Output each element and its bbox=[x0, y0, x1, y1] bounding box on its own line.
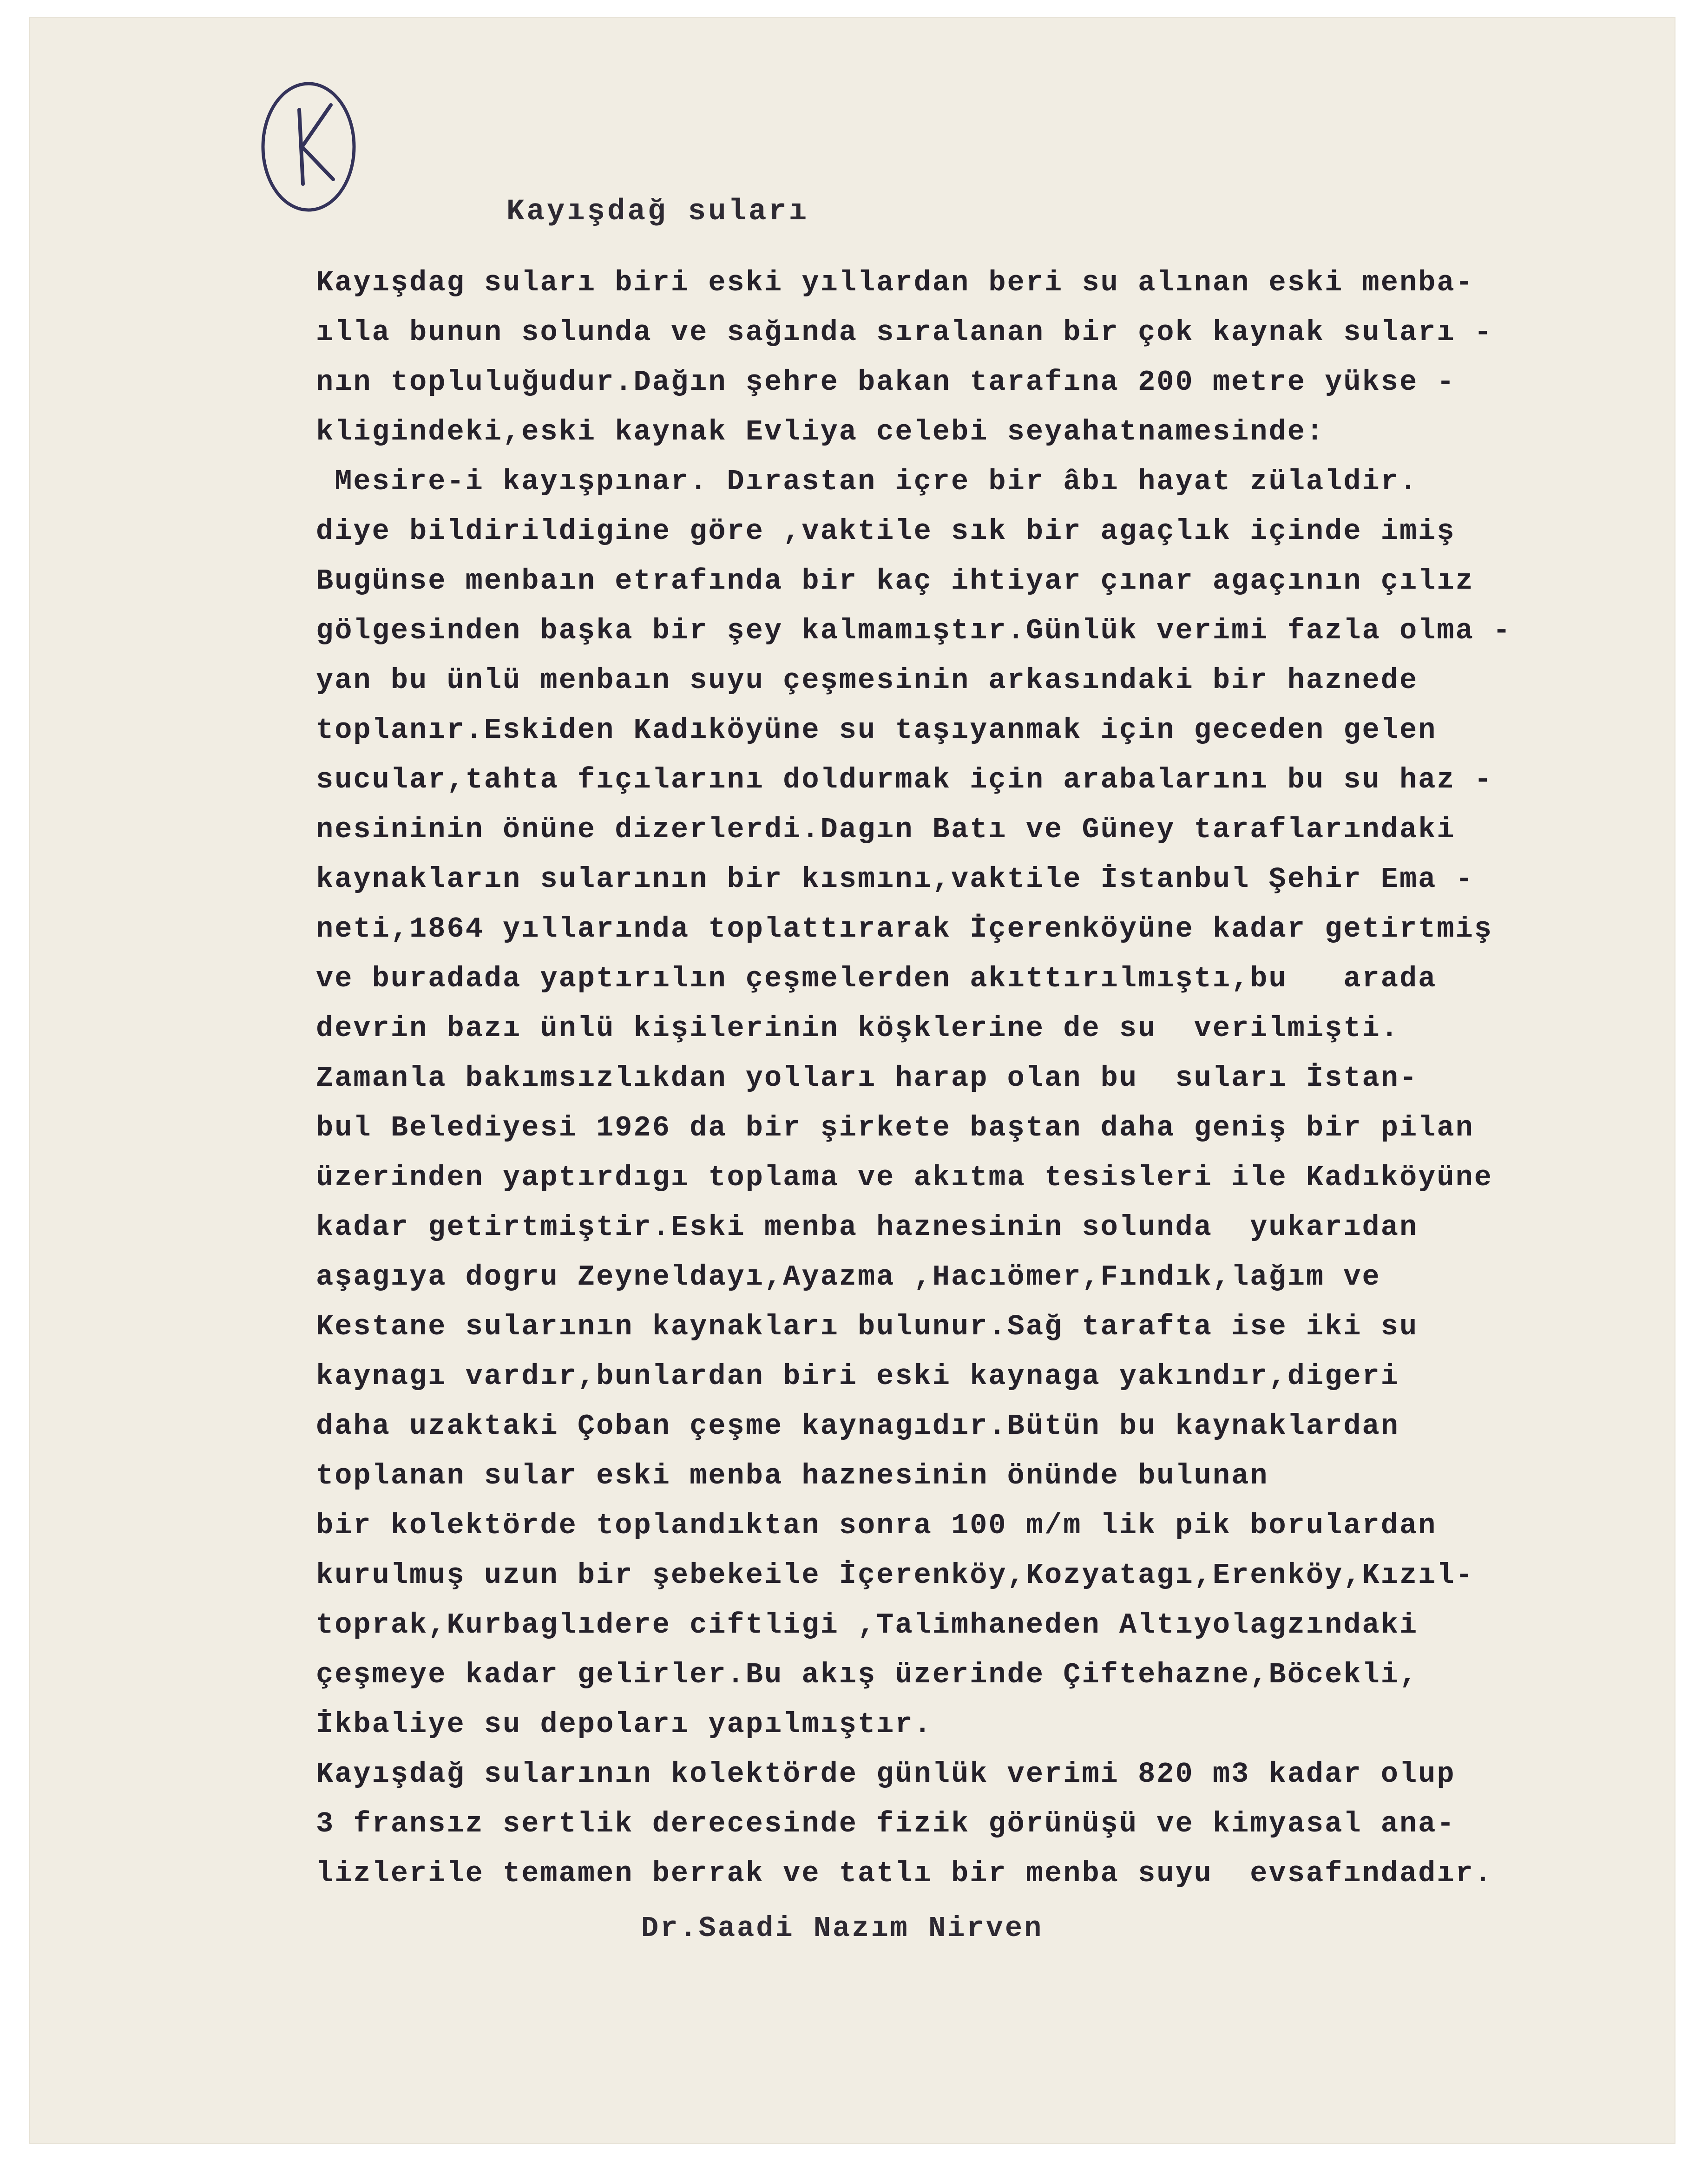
text-line: üzerinden yaptırdıgı toplama ve akıtma tesisleri ile Kadıköyüne bbox=[316, 1161, 1493, 1194]
text-line: ılla bunun solunda ve sağında sıralanan bir çok kaynak suları - bbox=[316, 316, 1493, 349]
text-line: aşagıya dogru Zeyneldayı,Ayazma ,Hacıömer,Fındık,lağım ve bbox=[316, 1260, 1381, 1293]
text-line: sucular,tahta fıçılarını doldurmak için arabalarını bu su haz - bbox=[316, 763, 1493, 796]
text-line: İkbaliye su depoları yapılmıştır. bbox=[316, 1708, 933, 1741]
text-line: kurulmuş uzun bir şebekeile İçerenköy,Kozyatagı,Erenköy,Kızıl- bbox=[316, 1559, 1474, 1592]
author-signature-line: Dr.Saadi Nazım Nirven bbox=[641, 1912, 1044, 1945]
text-line: lizlerile temamen berrak ve tatlı bir menba suyu evsafındadır. bbox=[316, 1857, 1493, 1890]
text-line: Kestane sularının kaynakları bulunur.Sağ tarafta ise iki su bbox=[316, 1310, 1419, 1343]
document-body bbox=[316, 258, 1552, 1898]
circled-letter-k-mark bbox=[256, 77, 363, 217]
text-line: Kayışdağ sularının kolektörde günlük verimi 820 m3 kadar olup bbox=[316, 1758, 1456, 1791]
text-line: yan bu ünlü menbaın suyu çeşmesinin arkasındaki bir haznede bbox=[316, 664, 1419, 697]
text-line: kadar getirtmiştir.Eski menba haznesinin solunda yukarıdan bbox=[316, 1211, 1419, 1244]
text-line: gölgesinden başka bir şey kalmamıştır.Günlük verimi fazla olma - bbox=[316, 614, 1512, 647]
text-line: bir kolektörde toplandıktan sonra 100 m/m lik pik borulardan bbox=[316, 1509, 1437, 1542]
text-line: kaynakların sularının bir kısmını,vaktile İstanbul Şehir Ema - bbox=[316, 863, 1474, 896]
text-line: toplanan sular eski menba haznesinin önünde bulunan bbox=[316, 1459, 1269, 1492]
text-line: nesininin önüne dizerlerdi.Dagın Batı ve Güney taraflarındaki bbox=[316, 813, 1456, 846]
document-title: Kayışdağ suları bbox=[506, 195, 809, 229]
text-line: kligindeki,eski kaynak Evliya celebi seyahatnamesinde: bbox=[316, 415, 1325, 448]
text-line: Kayışdag suları biri eski yıllardan beri su alınan eski menba- bbox=[316, 266, 1474, 299]
text-line: çeşmeye kadar gelirler.Bu akış üzerinde Çiftehazne,Böcekli, bbox=[316, 1658, 1419, 1691]
text-line: kaynagı vardır,bunlardan biri eski kaynaga yakındır,digeri bbox=[316, 1360, 1399, 1393]
text-line: diye bildirildigine göre ,vaktile sık bir agaçlık içinde imiş bbox=[316, 515, 1456, 548]
text-line: toprak,Kurbaglıdere ciftligi ,Talimhaneden Altıyolagzındaki bbox=[316, 1608, 1419, 1641]
text-line: bul Belediyesi 1926 da bir şirkete baştan daha geniş bir pilan bbox=[316, 1111, 1474, 1144]
text-line: neti,1864 yıllarında toplattırarak İçerenköyüne kadar getirtmiş bbox=[316, 912, 1493, 945]
text-line: ve buradada yaptırılın çeşmelerden akıttırılmıştı,bu arada bbox=[316, 962, 1437, 995]
text-line: Mesire-i kayışpınar. Dırastan içre bir âbı hayat zülaldir. bbox=[316, 465, 1419, 498]
text-line: devrin bazı ünlü kişilerinin köşklerine de su verilmişti. bbox=[316, 1012, 1399, 1045]
text-line: toplanır.Eskiden Kadıköyüne su taşıyanmak için geceden gelen bbox=[316, 714, 1437, 747]
text-line: Zamanla bakımsızlıkdan yolları harap olan bu suları İstan- bbox=[316, 1062, 1419, 1095]
text-line: daha uzaktaki Çoban çeşme kaynagıdır.Bütün bu kaynaklardan bbox=[316, 1410, 1399, 1443]
text-line: Bugünse menbaın etrafında bir kaç ihtiyar çınar agaçının çılız bbox=[316, 564, 1474, 597]
text-line: 3 fransız sertlik derecesinde fizik görünüşü ve kimyasal ana- bbox=[316, 1807, 1456, 1840]
text-line: nın topluluğudur.Dağın şehre bakan tarafına 200 metre yükse - bbox=[316, 366, 1456, 399]
